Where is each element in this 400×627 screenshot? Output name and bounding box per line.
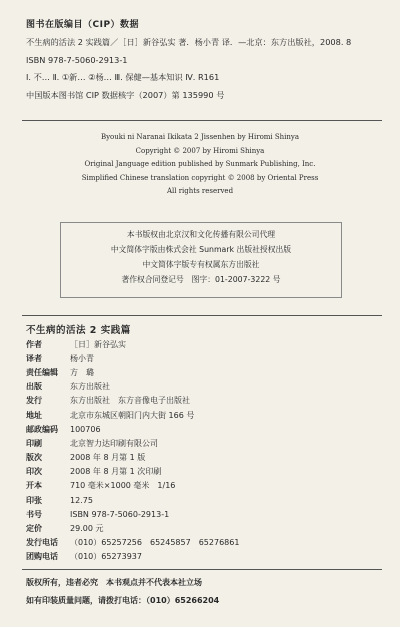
divider-bottom [22, 569, 382, 570]
cip-subjects: Ⅰ. 不… Ⅱ. ①新… ②杨… Ⅲ. 保健—基本知识 Ⅳ. R161 [26, 72, 220, 82]
detail-value: ［日］新谷弘实 [70, 339, 126, 349]
detail-key: 作者 [26, 339, 42, 349]
detail-key: 译者 [26, 353, 42, 363]
cip-heading: 图书在版编目（CIP）数据 [26, 20, 140, 30]
detail-value: 29.00 元 [70, 524, 104, 534]
detail-row [26, 351, 239, 365]
detail-row [26, 507, 239, 521]
detail-key: 责任编辑 [26, 367, 58, 377]
detail-row [26, 380, 239, 394]
detail-value: 杨小青 [70, 353, 94, 363]
detail-value: 东方出版社 [70, 382, 110, 392]
detail-value: 北京智力达印刷有限公司 [70, 438, 158, 448]
detail-key: 印次 [26, 467, 42, 477]
detail-row [26, 394, 239, 408]
detail-key: 邮政编码 [26, 424, 58, 434]
detail-value: 方 璐 [70, 367, 94, 377]
book-title: 不生病的活法 2 实践篇 [26, 325, 131, 336]
detail-value: ISBN 978-7-5060-2913-1 [70, 509, 170, 519]
detail-value: 东方出版社 东方音像电子出版社 [70, 396, 190, 406]
detail-value: 2008 年 8 月第 1 版 [70, 453, 146, 463]
copyright-line: Byouki ni Naranai Ikikata 2 Jissenhen by Hiromi Shinya [100, 133, 300, 141]
detail-key: 开本 [26, 481, 42, 491]
detail-value: 100706 [70, 424, 101, 434]
quality-contact: 如有印装质量问题，请拨打电话：（010）65266204 [26, 596, 220, 605]
detail-key: 书号 [26, 509, 42, 519]
agency-line: 本书版权由北京汉和文化传播有限公司代理 [126, 230, 276, 239]
detail-key: 发行电话 [26, 538, 58, 548]
detail-key: 地址 [26, 410, 42, 420]
detail-row [26, 521, 239, 535]
detail-value: 12.75 [70, 495, 93, 505]
cip-verify-number: 中国版本图书馆 CIP 数据核字（2007）第 135990 号 [26, 90, 225, 100]
cip-block [26, 17, 386, 101]
detail-key: 版次 [26, 453, 42, 463]
detail-value: （010）65273937 [70, 552, 142, 562]
detail-row [26, 436, 239, 450]
detail-row [26, 465, 239, 479]
cip-citation: 不生病的活法 2 实践篇／［日］新谷弘实 著．杨小青 译．—北京：东方出版社，2008. 8 [26, 37, 352, 47]
divider-top [22, 120, 382, 121]
detail-row [26, 550, 239, 564]
detail-value: （010）65257256 65245857 65276861 [70, 538, 240, 548]
detail-key: 印张 [26, 495, 42, 505]
copyright-line: All rights reserved [166, 187, 234, 196]
divider-middle [22, 315, 382, 316]
detail-key: 发行 [26, 396, 42, 406]
rights-notice: 版权所有，违者必究 本书观点并不代表本社立场 [26, 578, 202, 587]
publication-details [26, 337, 239, 564]
detail-row [26, 422, 239, 436]
detail-key: 定价 [26, 524, 42, 534]
detail-row [26, 451, 239, 465]
detail-key: 团购电话 [26, 552, 58, 562]
detail-key: 出版 [26, 382, 42, 392]
detail-row [26, 365, 239, 379]
detail-key: 印刷 [26, 438, 42, 448]
cip-isbn: ISBN 978-7-5060-2913-1 [26, 55, 128, 65]
copyright-line: Copyright © 2007 by Hiromi Shinya [135, 146, 265, 155]
detail-row [26, 408, 239, 422]
detail-row [26, 493, 239, 507]
detail-value: 2008 年 8 月第 1 次印刷 [70, 467, 162, 477]
agency-line: 著作权合同登记号 图字：01-2007-3222 号 [121, 275, 281, 284]
detail-value: 710 毫米×1000 毫米 1/16 [70, 481, 176, 491]
agency-line: 中文简体字版专有权属东方出版社 [142, 260, 260, 269]
copyright-line: Simplified Chinese translation copyright © 2008 by Oriental Press [81, 173, 319, 182]
detail-row [26, 337, 239, 351]
detail-value: 北京市东城区朝阳门内大街 166 号 [70, 410, 195, 420]
agency-box [60, 222, 342, 298]
copyright-line: Original Janguage edition published by Sunmark Publishing, Inc. [84, 160, 316, 169]
detail-row [26, 479, 239, 493]
copyright-notice [0, 131, 400, 199]
agency-line: 中文简体字版由株式会社 Sunmark 出版社授权出版 [110, 245, 292, 254]
detail-row [26, 536, 239, 550]
